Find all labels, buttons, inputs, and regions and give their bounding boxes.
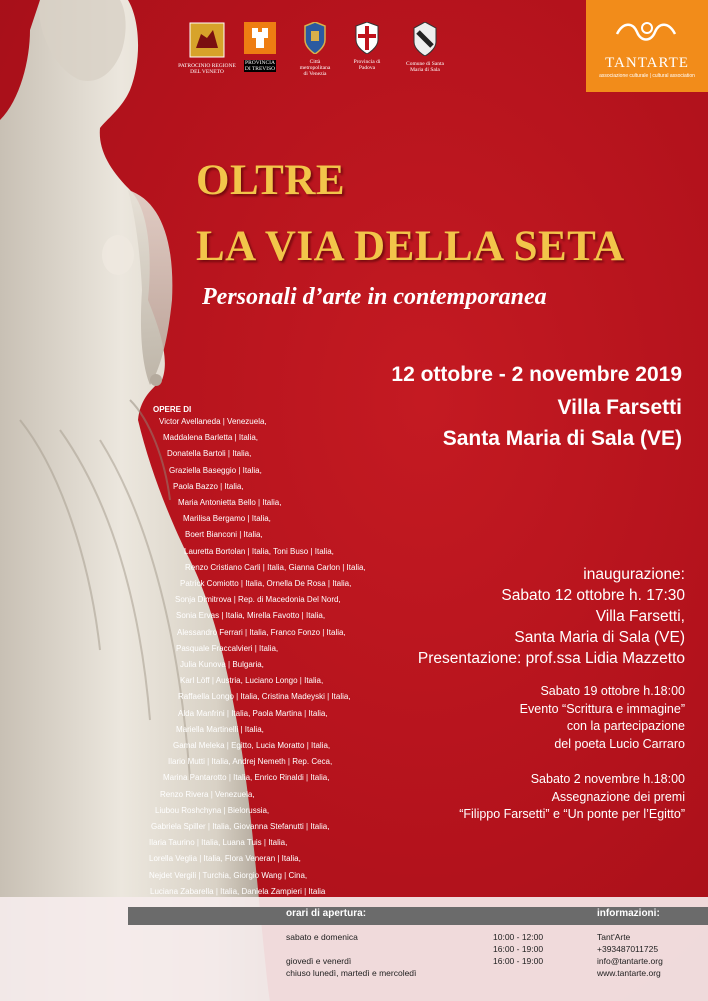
- venezia-logo: [298, 22, 332, 77]
- hours-time-3: 16:00 - 19:00: [493, 956, 544, 966]
- artist-entry: Sonia Ervas | Italia, Mirella Favotto | Italia,: [176, 611, 326, 621]
- artist-entry: Pasquale Fraccalvieri | Italia,: [176, 643, 279, 653]
- sala-caption: Comune di Santa Maria di Sala: [406, 61, 444, 73]
- artists-heading: OPERE DI: [153, 405, 192, 414]
- tantarte-logo: [586, 0, 708, 92]
- event3-line: “Filippo Farsetti” e “Un ponte per l’Egitto”: [459, 807, 685, 821]
- artist-entry: Renzo Rivera | Venezuela,: [160, 789, 255, 799]
- hours-days-thu-fri: giovedì e venerdì: [286, 956, 352, 966]
- info-phone[interactable]: +393487011725: [597, 944, 659, 954]
- hours-time-1: 10:00 - 12:00: [493, 932, 544, 942]
- shield-icon: [412, 22, 438, 56]
- event3-line: Sabato 2 novembre h.18:00: [530, 772, 685, 786]
- veneto-logo: [176, 22, 238, 75]
- artist-entry: Boert Bianconi | Italia,: [185, 530, 263, 540]
- artist-entry: Mariella Martinelli | Italia,: [176, 724, 264, 734]
- info-website[interactable]: www.tantarte.org: [597, 968, 661, 978]
- tantarte-name: TANTARTE: [605, 55, 689, 71]
- treviso-emblem-icon: [244, 22, 276, 54]
- event2-line: Evento “Scrittura e immagine”: [519, 701, 685, 716]
- artist-entry: Renzo Cristiano Carli | Italia, Gianna Carlon | Italia,: [185, 562, 366, 572]
- artist-entry: Maddalena Barletta | Italia,: [163, 433, 259, 443]
- inauguration-info: [418, 564, 685, 669]
- artist-entry: Alda Manfrini | Italia, Paola Martina | Italia,: [178, 708, 328, 718]
- artist-entry: Patrick Comiotto | Italia, Ornella De Rosa | Italia,: [180, 579, 352, 588]
- artist-entry: Sonja Dimitrova | Rep. di Macedonia Del Nord,: [175, 595, 341, 605]
- artist-entry: Julia Kunova | Bulgaria,: [180, 660, 264, 669]
- artist-entry: Marina Pantarotto | Italia, Enrico Rinaldi | Italia,: [163, 773, 330, 783]
- shield-icon: [303, 22, 327, 54]
- venue-name: Villa Farsetti: [557, 396, 682, 419]
- hours-days-weekend: sabato e domenica: [286, 932, 358, 942]
- tantarte-icon: [607, 14, 687, 48]
- artist-entry: Ilaria Taurino | Italia, Luana Tuis | Italia,: [149, 838, 288, 848]
- event2-line: Sabato 19 ottobre h.18:00: [540, 684, 685, 698]
- info-org: Tant'Arte: [597, 932, 631, 942]
- event-scrittura: [520, 683, 685, 753]
- event2-line: con la partecipazione: [566, 719, 685, 733]
- treviso-caption: PROVINCIA DI TREVISO: [244, 60, 276, 72]
- hours-time-2: 16:00 - 19:00: [493, 944, 544, 954]
- title-line-2: LA VIA DELLA SETA: [196, 223, 625, 270]
- artist-entry: Gabriela Spiller | Italia, Giovanna Stefanutti | Italia,: [151, 822, 330, 831]
- padova-logo: [352, 22, 382, 71]
- artist-entry: Alessandro Ferrari | Italia, Franco Fonzo | Italia,: [177, 627, 346, 637]
- hours-closed: chiuso lunedì, martedì e mercoledì: [286, 968, 417, 978]
- artist-entry: Graziella Baseggio | Italia,: [169, 465, 262, 475]
- inauguration-line: Presentazione: prof.ssa Lidia Mazzetto: [417, 650, 685, 667]
- padova-caption: Provincia di Padova: [353, 59, 381, 71]
- artist-entry: Marilisa Bergamo | Italia,: [183, 514, 271, 524]
- artist-entry: Lorella Veglia | Italia, Flora Veneran | Italia,: [149, 854, 301, 864]
- veneto-caption: PATROCINIO REGIONE DEL VENETO: [178, 63, 236, 75]
- event-premi: [459, 771, 685, 824]
- artist-entry: Gamal Meleka | Egitto, Lucia Moratto | Italia,: [173, 741, 331, 750]
- artist-entry: Victor Avellaneda | Venezuela,: [159, 417, 267, 426]
- event3-line: Assegnazione dei premi: [551, 789, 685, 804]
- inauguration-line: inaugurazione:: [583, 566, 685, 583]
- artist-entry: Luciana Zabarella | Italia, Daniela Zampieri | Italia: [150, 886, 326, 896]
- hours-heading: orari di apertura:: [286, 908, 367, 919]
- inauguration-line: Santa Maria di Sala (VE): [514, 629, 685, 646]
- shield-icon: [354, 22, 380, 54]
- inauguration-line: Sabato 12 ottobre h. 17:30: [501, 587, 685, 604]
- title-line-1: OLTRE: [196, 157, 346, 204]
- date-range: 12 ottobre - 2 novembre 2019: [391, 363, 682, 386]
- treviso-logo: [244, 22, 276, 72]
- artist-entry: Nejdet Vergili | Turchia, Giorgio Wang | Cina,: [149, 870, 308, 880]
- info-heading: informazioni:: [597, 908, 660, 919]
- artist-entry: Maria Antonietta Bello | Italia,: [178, 498, 282, 507]
- artist-entry: Liubou Roshchyna | Bielorussia,: [155, 805, 270, 815]
- tantarte-tagline: associazione culturale | cultural association: [599, 73, 695, 79]
- subtitle: Personali d’arte in contemporanea: [202, 284, 547, 310]
- inauguration-line: Villa Farsetti,: [595, 608, 685, 625]
- venezia-caption: Città metropolitana di Venezia: [299, 59, 331, 77]
- sala-logo: [402, 22, 448, 73]
- venue-place: Santa Maria di Sala (VE): [442, 427, 682, 450]
- artist-entry: Lauretta Bortolan | Italia, Toni Buso | Italia,: [184, 546, 334, 556]
- artist-entry: Paola Bazzo | Italia,: [173, 481, 244, 491]
- artist-entry: Raffaella Longo | Italia, Cristina Madeyski | Italia,: [178, 692, 351, 702]
- info-email[interactable]: info@tantarte.org: [597, 956, 663, 966]
- artist-entry: Ilario Mutti | Italia, Andrej Nemeth | Rep. Ceca,: [168, 757, 333, 767]
- artist-entry: Karl Löff | Austria, Luciano Longo | Italia,: [180, 676, 324, 686]
- event2-line: del poeta Lucio Carraro: [554, 736, 685, 751]
- artist-entry: Donatella Bartoli | Italia,: [167, 449, 252, 459]
- lion-icon: [189, 22, 225, 58]
